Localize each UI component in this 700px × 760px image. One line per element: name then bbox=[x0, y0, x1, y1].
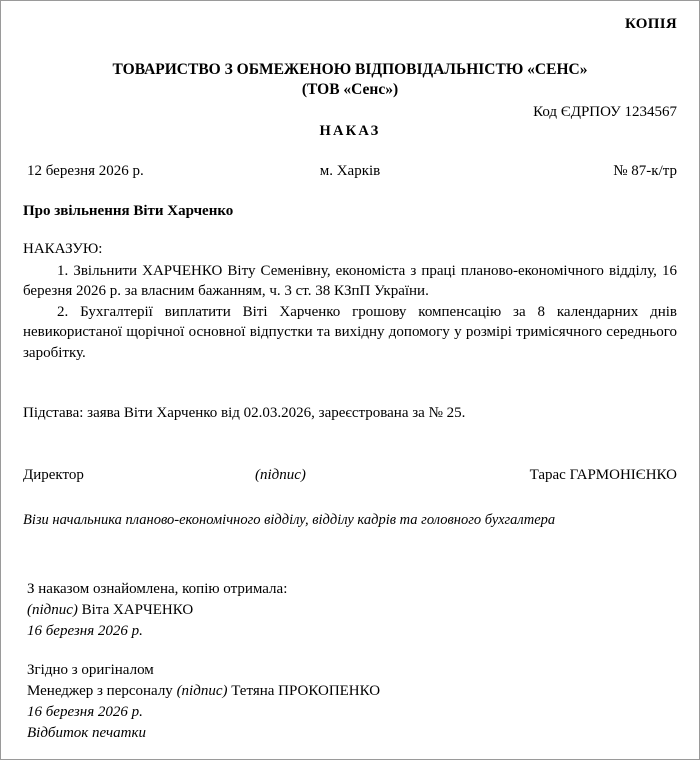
director-signature-row bbox=[23, 467, 677, 489]
certification-heading: Згідно з оригіналом bbox=[27, 662, 154, 678]
copy-mark: КОПІЯ bbox=[624, 16, 677, 32]
organization-full-name: ТОВАРИСТВО З ОБМЕЖЕНОЮ ВІДПОВІДАЛЬНІСТЮ «СЕНС» bbox=[112, 61, 588, 78]
document-body bbox=[23, 239, 677, 363]
document-number: № 87-к/тр bbox=[613, 163, 677, 179]
acknowledgement-heading: З наказом ознайомлена, копію отримала: bbox=[27, 581, 288, 597]
order-clause-2: 2. Бухгалтерії виплатити Віті Харченко грошову компенсацію за 8 календарних днів невикористаної щорічної основної відпустки та вихідну допомогу у розмірі тримісячного середнього заробітку. bbox=[23, 303, 677, 361]
order-verb: НАКАЗУЮ: bbox=[23, 241, 103, 257]
order-clause-1: 1. Звільнити ХАРЧЕНКО Віту Семенівну, економіста з праці планово-економічного відділу, 16 березня 2026 р. за власним бажанням, ч. 3 ст. 38 КЗпП України. bbox=[23, 262, 677, 299]
document-place: м. Харків bbox=[319, 163, 381, 179]
seal-note: Відбиток печатки bbox=[27, 725, 147, 741]
certification-date: 16 березня 2026 р. bbox=[27, 704, 143, 720]
acknowledgement-block bbox=[27, 579, 677, 642]
certification-role: Менеджер з персоналу bbox=[27, 683, 173, 699]
document-subject: Про звільнення Віти Харченко bbox=[23, 203, 234, 219]
organization-short-name: (ТОВ «Сенс») bbox=[301, 81, 399, 98]
edrpou-code: Код ЄДРПОУ 1234567 bbox=[533, 104, 677, 120]
document-meta-row bbox=[23, 163, 677, 183]
certification-name: Тетяна ПРОКОПЕНКО bbox=[231, 683, 381, 699]
director-title: Директор bbox=[23, 467, 84, 483]
certification-role-line bbox=[27, 681, 677, 702]
acknowledgement-signature-placeholder: (підпис) bbox=[27, 602, 78, 618]
document-kind-heading: НАКАЗ bbox=[319, 123, 381, 139]
acknowledgement-name: Віта ХАРЧЕНКО bbox=[81, 602, 194, 618]
visa-note: Візи начальника планово-економічного відділу, відділу кадрів та головного бухгалтера bbox=[23, 512, 556, 528]
acknowledgement-date: 16 березня 2026 р. bbox=[27, 623, 143, 639]
order-basis: Підстава: заява Віти Харченко від 02.03.2026, зареєстрована за № 25. bbox=[23, 405, 466, 421]
certification-block bbox=[27, 660, 677, 744]
director-name: Тарас ГАРМОНІЄНКО bbox=[529, 467, 677, 483]
document-date: 12 березня 2026 р. bbox=[27, 163, 144, 179]
acknowledgement-signature-line bbox=[27, 600, 677, 621]
director-signature-placeholder: (підпис) bbox=[255, 467, 306, 483]
certification-signature-placeholder: (підпис) bbox=[176, 683, 228, 699]
